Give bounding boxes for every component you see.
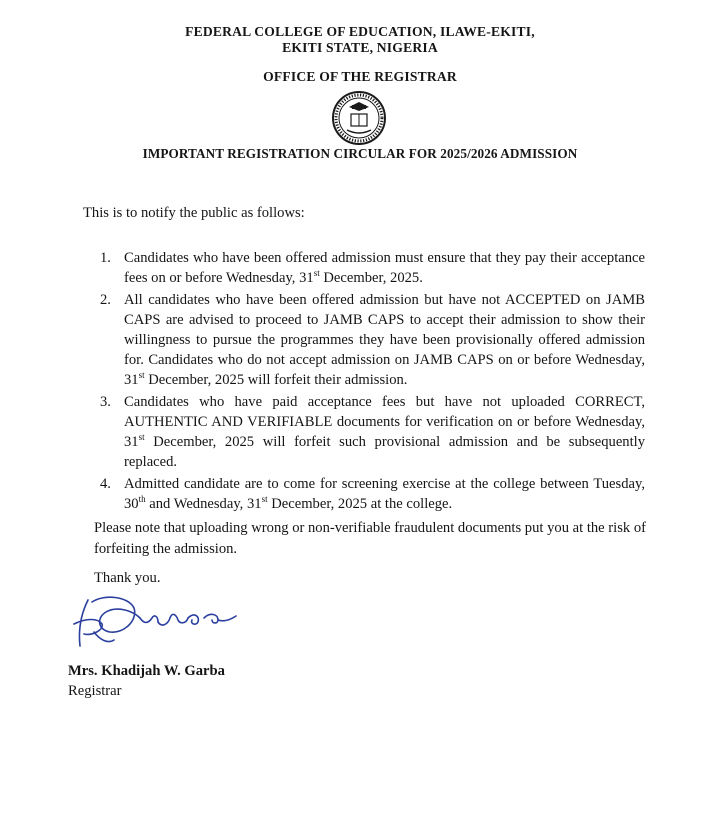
list-item-text-mid: and Wednesday, 31 — [145, 496, 262, 512]
college-crest-icon — [331, 90, 387, 146]
ordinal-suffix: st — [313, 268, 320, 279]
list-item-number: 1. — [100, 250, 111, 266]
list-item — [100, 248, 645, 288]
closing-text: Thank you. — [94, 570, 161, 586]
ordinal-suffix: st — [138, 370, 145, 381]
institution-name-line1: FEDERAL COLLEGE OF EDUCATION, ILAWE-EKITI, — [185, 24, 535, 39]
circular-title: IMPORTANT REGISTRATION CIRCULAR FOR 2025/2026 ADMISSION — [142, 146, 578, 161]
ordinal-suffix: st — [138, 432, 145, 443]
list-item-text-end: December, 2025 will forfeit such provisional admission and be subsequently replaced. — [124, 434, 645, 470]
intro-text: This is to notify the public as follows: — [83, 205, 305, 221]
list-item-number: 2. — [100, 292, 111, 308]
list-item-text-end: December, 2025 at the college. — [267, 496, 453, 512]
office-heading: OFFICE OF THE REGISTRAR — [263, 69, 457, 84]
list-item-number: 3. — [100, 394, 111, 410]
list-item-text-end: December, 2025 will forfeit their admission. — [144, 372, 408, 388]
ordinal-suffix: th — [138, 494, 146, 505]
notice-list — [100, 248, 645, 514]
ordinal-suffix: st — [261, 494, 268, 505]
list-item-number: 4. — [100, 476, 111, 492]
signatory-title: Registrar — [68, 683, 122, 699]
list-item-text: Candidates who have paid acceptance fees but have not uploaded CORRECT, AUTHENTIC AND VERIFIABLE documents for verification on or before Wednesday, 31 — [124, 394, 645, 450]
list-item — [100, 290, 645, 390]
list-item — [100, 474, 645, 514]
handwritten-signature-icon — [58, 594, 243, 654]
list-item-text: Candidates who have been offered admission must ensure that they pay their acceptance fees on or before Wednesday, 31 — [124, 250, 645, 286]
list-item-text-end: December, 2025. — [319, 270, 423, 286]
list-item — [100, 392, 645, 472]
list-item-text: Admitted candidate are to come for screening exercise at the college between Tuesday, 30 — [124, 476, 645, 512]
list-item-text: All candidates who have been offered admission but have not ACCEPTED on JAMB CAPS are advised to proceed to JAMB CAPS to accept their admission to show their willingness to pursue the programmes they have been provisionally offered admission for. Candidates who do not accept admission on JAMB CAPS on or before Wednesday, 31 — [124, 292, 645, 388]
warning-note: Please note that uploading wrong or non-verifiable fraudulent documents put you at the risk of forfeiting the admission. — [94, 520, 646, 557]
institution-name-line2: EKITI STATE, NIGERIA — [282, 40, 438, 55]
signatory-name: Mrs. Khadijah W. Garba — [68, 663, 225, 679]
